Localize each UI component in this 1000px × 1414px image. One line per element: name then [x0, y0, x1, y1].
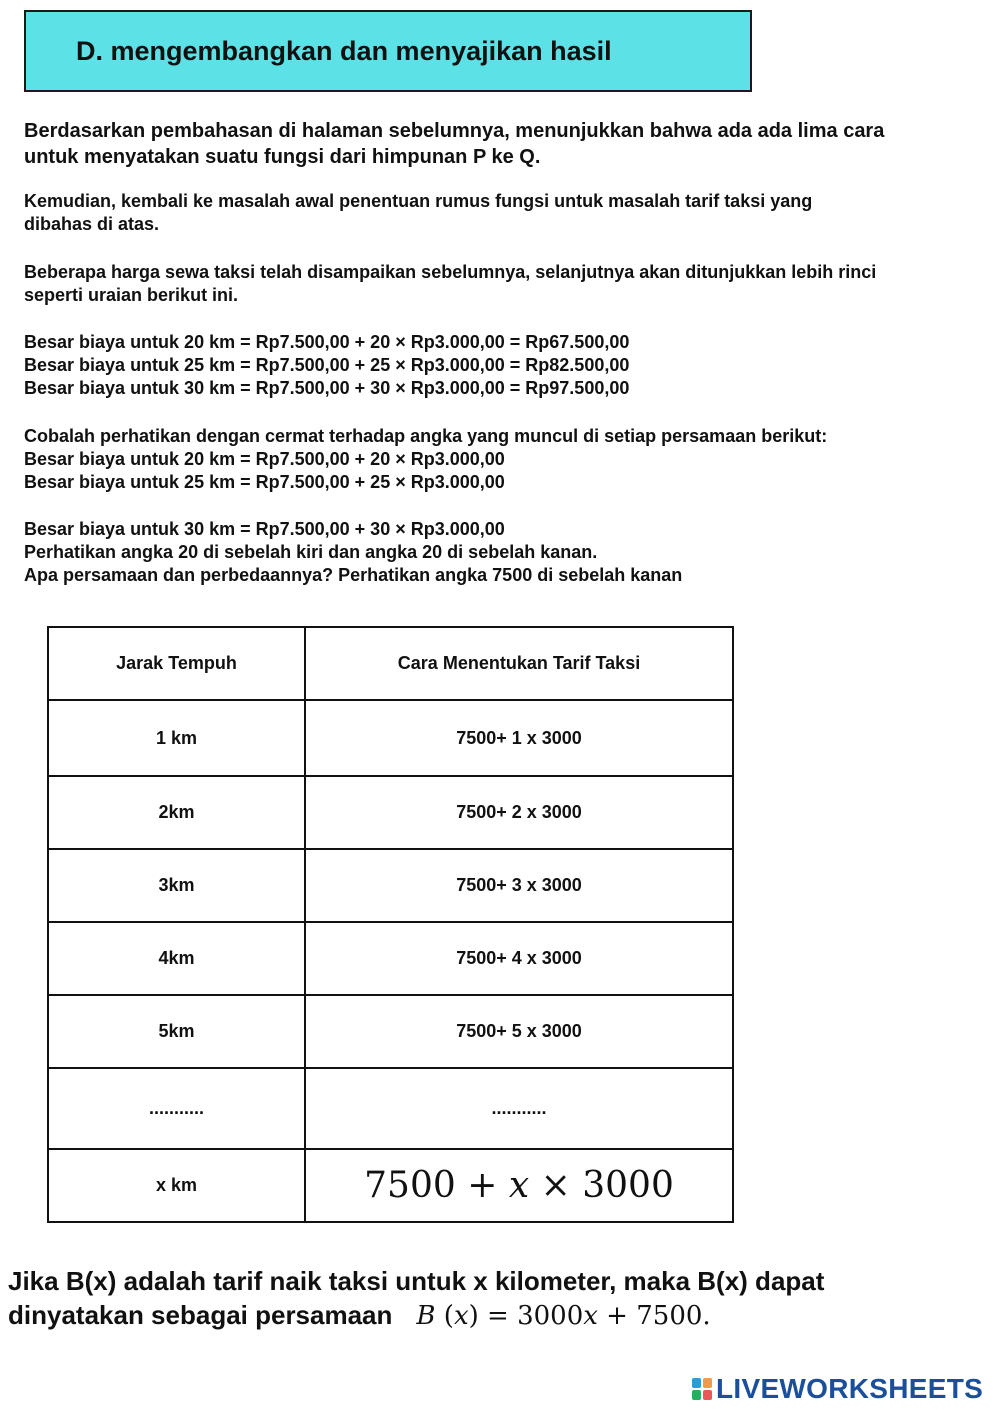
cost-examples — [24, 331, 996, 400]
formula-times: × — [540, 1165, 571, 1206]
general-formula-cell — [305, 1149, 733, 1222]
header-distance: Jarak Tempuh — [48, 627, 305, 700]
logo-square — [703, 1378, 712, 1388]
table-row — [48, 700, 733, 776]
text-line: Perhatikan angka 20 di sebelah kiri dan angka 20 di sebelah kanan. — [24, 542, 598, 562]
text-line: Besar biaya untuk 25 km = Rp7.500,00 + 25 × Rp3.000,00 = Rp82.500,00 — [24, 355, 630, 375]
eq-rest: = 3000 — [478, 1301, 584, 1331]
text-line: Besar biaya untuk 30 km = Rp7.500,00 + 30 × Rp3.000,00 — [24, 519, 505, 539]
distance-cell: 1 km — [48, 700, 305, 776]
text-line: seperti uraian berikut ini. — [24, 285, 239, 305]
conclusion-text — [8, 1264, 988, 1333]
conclusion-line-2 — [8, 1298, 988, 1333]
liveworksheets-logo[interactable] — [692, 1372, 983, 1406]
prices-paragraph — [24, 261, 996, 307]
observation-paragraph — [24, 425, 996, 494]
text-line: Besar biaya untuk 20 km = Rp7.500,00 + 20 × Rp3.000,00 = Rp67.500,00 — [24, 332, 630, 352]
formula-cell: 7500+ 4 x 3000 — [305, 922, 733, 995]
eq-tail: + 7500. — [597, 1301, 711, 1331]
table-row — [48, 922, 733, 995]
table-row — [48, 995, 733, 1068]
tariff-table — [47, 626, 734, 1223]
distance-cell: 5km — [48, 995, 305, 1068]
eq-var2: x — [583, 1301, 598, 1331]
section-title-box — [24, 10, 752, 92]
eq-fn: B — [416, 1301, 436, 1331]
distance-cell: 2km — [48, 776, 305, 849]
distance-cell: 4km — [48, 922, 305, 995]
table-row — [48, 776, 733, 849]
question-paragraph — [24, 518, 996, 587]
liveworksheets-icon — [692, 1378, 712, 1400]
header-method: Cara Menentukan Tarif Taksi — [305, 627, 733, 700]
section-title: D. mengembangkan dan menyajikan hasil — [76, 36, 612, 66]
formula-cell: 7500+ 3 x 3000 — [305, 849, 733, 922]
brand-name: LIVEWORKSHEETS — [716, 1373, 984, 1404]
problem-paragraph — [24, 190, 996, 236]
function-equation — [416, 1301, 710, 1331]
formula-cell: 7500+ 1 x 3000 — [305, 700, 733, 776]
conclusion-label: dinyatakan sebagai persamaan — [8, 1300, 393, 1330]
text-line: dibahas di atas. — [24, 214, 160, 234]
eq-close: ) — [468, 1301, 479, 1331]
logo-square — [703, 1390, 712, 1400]
eq-open: ( — [435, 1301, 454, 1331]
eq-var: x — [453, 1301, 469, 1331]
table-header-row — [48, 627, 733, 700]
table-row-general — [48, 1149, 733, 1222]
text-line: Apa persamaan dan perbedaannya? Perhatikan angka 7500 di sebelah kanan — [24, 565, 683, 585]
formula-const: 7500 — [364, 1165, 456, 1206]
table-row — [48, 849, 733, 922]
distance-cell: ........... — [48, 1068, 305, 1149]
text-line: Besar biaya untuk 30 km = Rp7.500,00 + 30 × Rp3.000,00 = Rp97.500,00 — [24, 378, 630, 398]
table-row — [48, 1068, 733, 1149]
text-line: Besar biaya untuk 20 km = Rp7.500,00 + 20 × Rp3.000,00 — [24, 449, 505, 469]
logo-square — [692, 1390, 701, 1400]
text-line: Berdasarkan pembahasan di halaman sebelumnya, menunjukkan bahwa ada ada lima cara — [24, 120, 885, 142]
formula-cell: ........... — [305, 1068, 733, 1149]
formula-cell: 7500+ 2 x 3000 — [305, 776, 733, 849]
conclusion-line: Jika B(x) adalah tarif naik taksi untuk x kilometer, maka B(x) dapat — [8, 1266, 825, 1296]
logo-square — [692, 1378, 701, 1388]
text-line: Beberapa harga sewa taksi telah disampaikan sebelumnya, selanjutnya akan ditunjukkan lebih rinci — [24, 262, 877, 282]
distance-cell: 3km — [48, 849, 305, 922]
formula-var: x — [508, 1165, 530, 1206]
text-line: Cobalah perhatikan dengan cermat terhadap angka yang muncul di setiap persamaan berikut: — [24, 426, 828, 446]
text-line: Besar biaya untuk 25 km = Rp7.500,00 + 25 × Rp3.000,00 — [24, 472, 505, 492]
distance-cell: x km — [48, 1149, 305, 1222]
text-line: Kemudian, kembali ke masalah awal penentuan rumus fungsi untuk masalah tarif taksi yang — [24, 191, 813, 211]
formula-plus: + — [467, 1165, 498, 1206]
formula-cell: 7500+ 5 x 3000 — [305, 995, 733, 1068]
formula-rate: 3000 — [582, 1165, 674, 1206]
text-line: untuk menyatakan suatu fungsi dari himpunan P ke Q. — [24, 146, 541, 168]
intro-paragraph — [24, 118, 996, 170]
